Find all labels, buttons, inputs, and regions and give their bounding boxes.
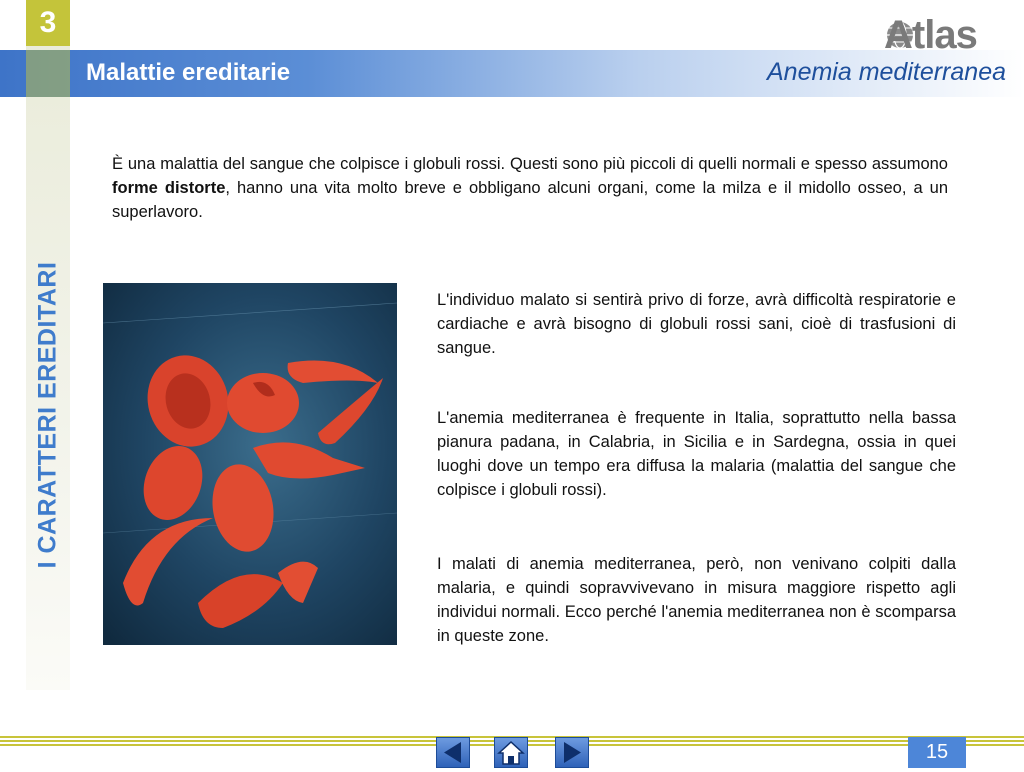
home-button[interactable] [494, 737, 528, 768]
chapter-number: 3 [26, 0, 70, 46]
atlas-logo [878, 6, 1006, 52]
title-bar-accent [26, 50, 70, 97]
section-title: Malattie ereditarie [86, 59, 291, 86]
intro-bold-term: forme distorte [112, 179, 226, 197]
paragraph-distribution: L'anemia mediterranea è frequente in Italia, soprattutto nella bassa pianura padana, in Calabria, in Sicilia e in Sardegna, ossia in quei luoghi dove un tempo era diffusa la malaria (malattia del sangue che colpisce i globuli rossi). [437, 409, 956, 499]
sickle-cells-photo [103, 283, 397, 645]
triangle-right-icon [556, 738, 588, 767]
intro-text-end: , hanno una vita molto breve e obbligano alcuni organi, come la milza e il midollo osseo, a un superlavoro. [112, 179, 948, 221]
next-button[interactable] [555, 737, 589, 768]
page-number: 15 [908, 737, 966, 768]
house-icon [495, 738, 527, 767]
svg-text:Atlas: Atlas [884, 13, 977, 52]
paragraph-malaria: I malati di anemia mediterranea, però, non venivano colpiti dalla malaria, e quindi sopravvivevano in misura maggiore rispetto agli individui normali. Ecco perché l'anemia mediterranea non è scomparsa in queste zone. [437, 555, 956, 645]
side-label: I CARATTERI EREDITARI [33, 261, 62, 569]
intro-text-start: È una malattia del sangue che colpisce i globuli rossi. Questi sono più piccoli di quelli normali e spesso assumono [112, 155, 948, 173]
intro-paragraph [112, 152, 948, 224]
triangle-left-icon [437, 738, 469, 767]
topic-title: Anemia mediterranea [766, 58, 1006, 86]
prev-button[interactable] [436, 737, 470, 768]
paragraph-symptoms: L'individuo malato si sentirà privo di forze, avrà difficoltà respiratorie e cardiache e avrà bisogno di globuli rossi sani, cioè di trasfusioni di sangue. [437, 291, 956, 357]
